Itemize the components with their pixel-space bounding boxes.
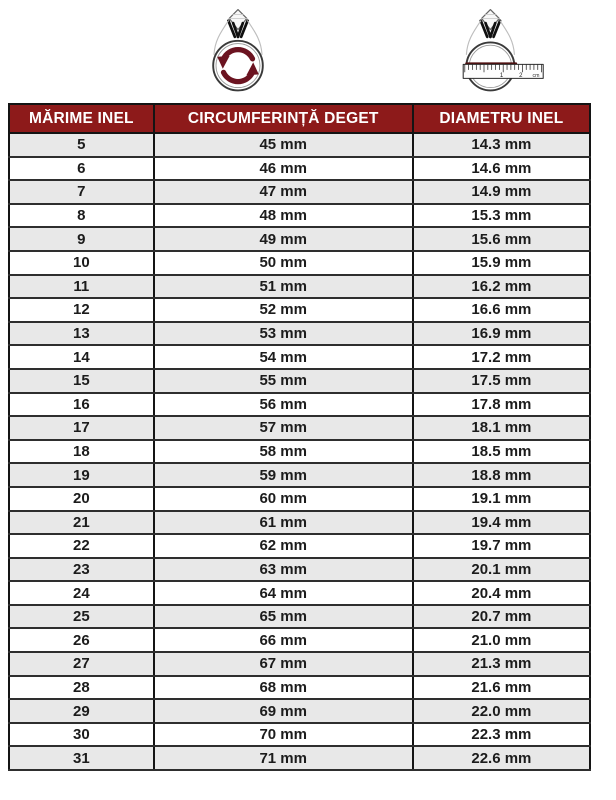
rotation-arrows-icon xyxy=(217,50,259,82)
col-header-ring-size: MĂRIME INEL xyxy=(9,104,154,133)
size-cell: 18 xyxy=(9,440,154,464)
ruler-label-cm: cm xyxy=(532,72,540,79)
table-row xyxy=(9,393,590,417)
table-row xyxy=(9,699,590,723)
size-cell: 23 xyxy=(9,558,154,582)
circumference-cell: 59 mm xyxy=(154,463,413,487)
diameter-cell: 21.6 mm xyxy=(413,676,590,700)
table-row xyxy=(9,275,590,299)
size-cell: 6 xyxy=(9,157,154,181)
size-cell: 11 xyxy=(9,275,154,299)
table-body xyxy=(9,133,590,770)
diameter-cell: 20.1 mm xyxy=(413,558,590,582)
circumference-cell: 63 mm xyxy=(154,558,413,582)
circumference-cell: 64 mm xyxy=(154,581,413,605)
table-header-row xyxy=(9,104,590,133)
diameter-cell: 19.1 mm xyxy=(413,487,590,511)
circumference-cell: 50 mm xyxy=(154,251,413,275)
diameter-cell: 20.7 mm xyxy=(413,605,590,629)
diameter-cell: 18.5 mm xyxy=(413,440,590,464)
size-cell: 13 xyxy=(9,322,154,346)
diameter-cell: 22.3 mm xyxy=(413,723,590,747)
size-cell: 31 xyxy=(9,746,154,770)
table-row xyxy=(9,558,590,582)
circumference-cell: 46 mm xyxy=(154,157,413,181)
diameter-cell: 16.6 mm xyxy=(413,298,590,322)
table-row xyxy=(9,157,590,181)
size-cell: 17 xyxy=(9,416,154,440)
table-row xyxy=(9,534,590,558)
diameter-cell: 15.9 mm xyxy=(413,251,590,275)
ring-circumference-icon xyxy=(202,8,274,100)
size-cell: 28 xyxy=(9,676,154,700)
circumference-cell: 53 mm xyxy=(154,322,413,346)
table-row xyxy=(9,204,590,228)
circumference-cell: 55 mm xyxy=(154,369,413,393)
diameter-cell: 16.9 mm xyxy=(413,322,590,346)
diameter-cell: 22.0 mm xyxy=(413,699,590,723)
size-cell: 25 xyxy=(9,605,154,629)
table-row xyxy=(9,463,590,487)
diameter-cell: 14.6 mm xyxy=(413,157,590,181)
ring-diameter-icon xyxy=(452,8,548,100)
ruler-label-1: 1 xyxy=(499,73,504,80)
diameter-cell: 22.6 mm xyxy=(413,746,590,770)
size-cell: 24 xyxy=(9,581,154,605)
circumference-cell: 45 mm xyxy=(154,133,413,157)
size-cell: 22 xyxy=(9,534,154,558)
diameter-cell: 17.8 mm xyxy=(413,393,590,417)
size-cell: 21 xyxy=(9,511,154,535)
diameter-cell: 15.3 mm xyxy=(413,204,590,228)
table-row xyxy=(9,298,590,322)
table-row xyxy=(9,511,590,535)
circumference-cell: 62 mm xyxy=(154,534,413,558)
table-row xyxy=(9,180,590,204)
diameter-cell: 20.4 mm xyxy=(413,581,590,605)
diameter-cell: 18.1 mm xyxy=(413,416,590,440)
size-cell: 12 xyxy=(9,298,154,322)
table-row xyxy=(9,322,590,346)
size-cell: 26 xyxy=(9,628,154,652)
circumference-cell: 57 mm xyxy=(154,416,413,440)
diameter-cell: 14.3 mm xyxy=(413,133,590,157)
table-row xyxy=(9,487,590,511)
size-cell: 5 xyxy=(9,133,154,157)
circumference-cell: 65 mm xyxy=(154,605,413,629)
table-row xyxy=(9,345,590,369)
table-row xyxy=(9,746,590,770)
circumference-cell: 47 mm xyxy=(154,180,413,204)
circumference-cell: 58 mm xyxy=(154,440,413,464)
diameter-cell: 21.0 mm xyxy=(413,628,590,652)
diameter-cell: 15.6 mm xyxy=(413,227,590,251)
table-row xyxy=(9,581,590,605)
size-cell: 16 xyxy=(9,393,154,417)
col-header-ring-diameter: DIAMETRU INEL xyxy=(413,104,590,133)
circumference-cell: 70 mm xyxy=(154,723,413,747)
table-row xyxy=(9,676,590,700)
diameter-cell: 18.8 mm xyxy=(413,463,590,487)
circumference-cell: 68 mm xyxy=(154,676,413,700)
circumference-cell: 48 mm xyxy=(154,204,413,228)
diameter-cell: 17.2 mm xyxy=(413,345,590,369)
table-row xyxy=(9,652,590,676)
circumference-cell: 52 mm xyxy=(154,298,413,322)
size-cell: 19 xyxy=(9,463,154,487)
circumference-cell: 56 mm xyxy=(154,393,413,417)
table-row xyxy=(9,416,590,440)
diameter-cell: 14.9 mm xyxy=(413,180,590,204)
circumference-cell: 69 mm xyxy=(154,699,413,723)
circumference-cell: 49 mm xyxy=(154,227,413,251)
table-row xyxy=(9,369,590,393)
diameter-cell: 19.4 mm xyxy=(413,511,590,535)
size-cell: 27 xyxy=(9,652,154,676)
circumference-cell: 66 mm xyxy=(154,628,413,652)
circumference-cell: 67 mm xyxy=(154,652,413,676)
size-cell: 20 xyxy=(9,487,154,511)
ring-size-table xyxy=(8,103,591,771)
circumference-cell: 51 mm xyxy=(154,275,413,299)
header-illustrations xyxy=(0,0,616,103)
size-cell: 29 xyxy=(9,699,154,723)
table-row xyxy=(9,227,590,251)
table-row xyxy=(9,628,590,652)
circumference-cell: 61 mm xyxy=(154,511,413,535)
table-row xyxy=(9,133,590,157)
table-row xyxy=(9,723,590,747)
diameter-cell: 19.7 mm xyxy=(413,534,590,558)
diameter-cell: 17.5 mm xyxy=(413,369,590,393)
table-row xyxy=(9,440,590,464)
table-row xyxy=(9,605,590,629)
ruler-label-2: 2 xyxy=(519,73,523,80)
size-cell: 9 xyxy=(9,227,154,251)
size-cell: 14 xyxy=(9,345,154,369)
size-cell: 30 xyxy=(9,723,154,747)
circumference-cell: 60 mm xyxy=(154,487,413,511)
ruler-icon xyxy=(463,64,543,79)
size-cell: 7 xyxy=(9,180,154,204)
size-cell: 10 xyxy=(9,251,154,275)
diameter-cell: 21.3 mm xyxy=(413,652,590,676)
size-cell: 15 xyxy=(9,369,154,393)
table-row xyxy=(9,251,590,275)
circumference-cell: 71 mm xyxy=(154,746,413,770)
size-cell: 8 xyxy=(9,204,154,228)
diameter-cell: 16.2 mm xyxy=(413,275,590,299)
circumference-cell: 54 mm xyxy=(154,345,413,369)
col-header-finger-circumference: CIRCUMFERINȚĂ DEGET xyxy=(154,104,413,133)
